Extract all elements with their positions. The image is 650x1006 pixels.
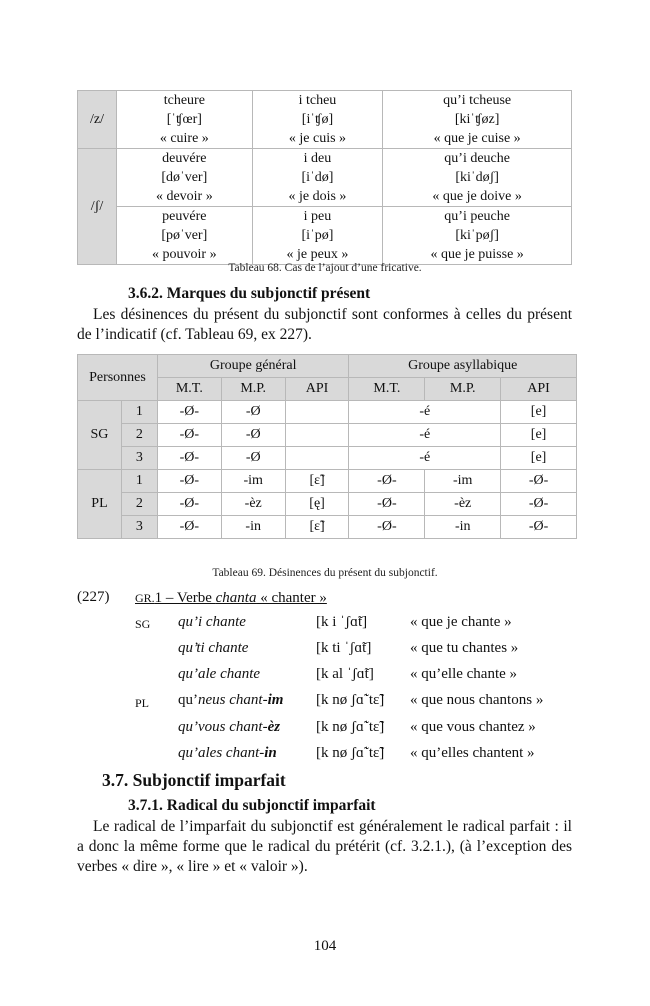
- person-cell: 3: [121, 516, 157, 539]
- example-form: qu’ale chante: [178, 666, 261, 682]
- table-cell: -Ø-: [349, 516, 425, 539]
- example-ipa: [k i ˈʃɑ̃t]: [316, 614, 368, 630]
- table-cell: -Ø-: [501, 470, 577, 493]
- example-gloss: « que tu chantes »: [410, 640, 519, 656]
- table-cell: i tcheu [iˈʧø] « je cuis »: [252, 91, 383, 149]
- table-row: [78, 470, 577, 493]
- person-cell: 3: [121, 447, 157, 470]
- table-cell: -Ø-: [157, 424, 221, 447]
- example-form: qu’i chante: [178, 614, 246, 630]
- number-label-sg: SG: [135, 617, 151, 631]
- example-number: (227): [77, 589, 110, 605]
- table-cell: [ę]: [285, 493, 349, 516]
- table-68-caption: Tableau 68. Cas de l’ajout d’une fricative.: [228, 262, 422, 274]
- table-cell: -èz: [221, 493, 285, 516]
- subheader: API: [501, 378, 577, 401]
- table-cell: -é: [349, 447, 501, 470]
- table-cell: -Ø-: [157, 493, 221, 516]
- table-cell: -Ø-: [349, 493, 425, 516]
- table-cell: -Ø: [221, 447, 285, 470]
- example-ipa: [k nø ʃɑ̃ˈtɛ̃]: [316, 692, 385, 708]
- table-row: [78, 401, 577, 424]
- table-row: [78, 424, 577, 447]
- example-ipa: [k nø ʃɑ̃ˈtɛ̃]: [316, 745, 385, 761]
- phoneme-cell: /z/: [78, 91, 117, 149]
- table-cell: -Ø-: [157, 516, 221, 539]
- table-cell: -Ø: [221, 424, 285, 447]
- person-cell: 1: [121, 470, 157, 493]
- table-row: [78, 149, 572, 207]
- person-cell: 2: [121, 493, 157, 516]
- table-cell: [ɛ̃]: [285, 470, 349, 493]
- number-label: SG: [78, 401, 122, 470]
- table-69: [77, 354, 577, 539]
- table-cell: -Ø-: [157, 447, 221, 470]
- example-ipa: [k al ˈʃɑ̃t]: [316, 666, 374, 682]
- example-form: qu’vous chant-èz: [178, 719, 281, 735]
- section-heading: 3.6.2. Marques du subjonctif présent: [128, 285, 371, 302]
- table-cell: -Ø-: [157, 401, 221, 424]
- table-row: [78, 516, 577, 539]
- table-row: [78, 493, 577, 516]
- table-cell: [285, 447, 349, 470]
- table-cell: -èz: [425, 493, 501, 516]
- table-cell: -Ø: [221, 401, 285, 424]
- table-cell: qu’i tcheuse [kiˈʧøz] « que je cuise »: [383, 91, 572, 149]
- subheader: M.T.: [349, 378, 425, 401]
- paragraph: Le radical de l’imparfait du subjonctif est généralement le radical parfait : il a donc la même forme que le radical du prétérit (cf. 3.2.1.), (à l’exception des verbes « dire », « lire » et « valoir »).: [77, 818, 572, 875]
- table-cell: -é: [349, 401, 501, 424]
- section-heading: 3.7.1. Radical du subjonctif imparfait: [128, 797, 376, 814]
- header-groupe-general: Groupe général: [157, 355, 349, 378]
- table-cell: i peu [iˈpø] « je peux »: [252, 207, 383, 265]
- subheader: API: [285, 378, 349, 401]
- table-cell: -é: [349, 424, 501, 447]
- table-cell: [e]: [501, 401, 577, 424]
- header-personnes: Personnes: [78, 355, 158, 401]
- table-row: [78, 91, 572, 149]
- table-cell: -im: [221, 470, 285, 493]
- example-form: qu’neus chant-im: [178, 692, 284, 708]
- table-cell: tcheure [ˈʧœr] « cuire »: [117, 91, 253, 149]
- table-cell: -Ø-: [349, 470, 425, 493]
- person-cell: 2: [121, 424, 157, 447]
- example-gloss: « que vous chantez »: [410, 719, 536, 735]
- table-row: [78, 207, 572, 265]
- example-gloss: « qu’elles chantent »: [410, 745, 535, 761]
- table-cell: -in: [425, 516, 501, 539]
- table-cell: [ɛ̃]: [285, 516, 349, 539]
- subheader: M.P.: [221, 378, 285, 401]
- example-ipa: [k ti ˈʃɑ̃t]: [316, 640, 372, 656]
- section-heading: 3.7. Subjonctif imparfait: [102, 770, 286, 790]
- header-groupe-asyllabique: Groupe asyllabique: [349, 355, 577, 378]
- table-cell: deuvére [døˈver] « devoir »: [117, 149, 253, 207]
- table-cell: -Ø-: [501, 493, 577, 516]
- example-title: GR.1 – Verbe chanta « chanter »: [135, 590, 327, 606]
- table-cell: [285, 424, 349, 447]
- subheader: M.T.: [157, 378, 221, 401]
- table-cell: qu’i peuche [kiˈpøʃ] « que je puisse »: [383, 207, 572, 265]
- table-cell: [285, 401, 349, 424]
- example-gloss: « que je chante »: [410, 614, 512, 630]
- table-cell: -in: [221, 516, 285, 539]
- table-cell: i deu [iˈdø] « je dois »: [252, 149, 383, 207]
- table-cell: -im: [425, 470, 501, 493]
- table-cell: -Ø-: [501, 516, 577, 539]
- table-cell: peuvére [pøˈver] « pouvoir »: [117, 207, 253, 265]
- table-69-caption: Tableau 69. Désinences du présent du subjonctif.: [212, 567, 438, 579]
- table-cell: qu’i deuche [kiˈdøʃ] « que je doive »: [383, 149, 572, 207]
- table-row: [78, 447, 577, 470]
- table-68: [77, 90, 572, 265]
- example-form: qu’ales chant-in: [178, 745, 277, 761]
- example-gloss: « que nous chantons »: [410, 692, 544, 708]
- table-cell: [e]: [501, 424, 577, 447]
- example-form: qu’ti chante: [178, 640, 249, 656]
- table-cell: [e]: [501, 447, 577, 470]
- page-number: 104: [313, 938, 337, 954]
- subheader: M.P.: [425, 378, 501, 401]
- example-gloss: « qu’elle chante »: [410, 666, 518, 682]
- number-label-pl: PL: [135, 696, 150, 710]
- paragraph: Les désinences du présent du subjonctif sont conformes à celles du présent de l’indicatif (cf. Tableau 69, ex 227).: [77, 306, 572, 343]
- number-label: PL: [78, 470, 122, 539]
- person-cell: 1: [121, 401, 157, 424]
- phoneme-cell: /ʃ/: [78, 149, 117, 265]
- example-ipa: [k nø ʃɑ̃ˈtɛ̃]: [316, 719, 385, 735]
- table-cell: -Ø-: [157, 470, 221, 493]
- table-header-row: [78, 355, 577, 378]
